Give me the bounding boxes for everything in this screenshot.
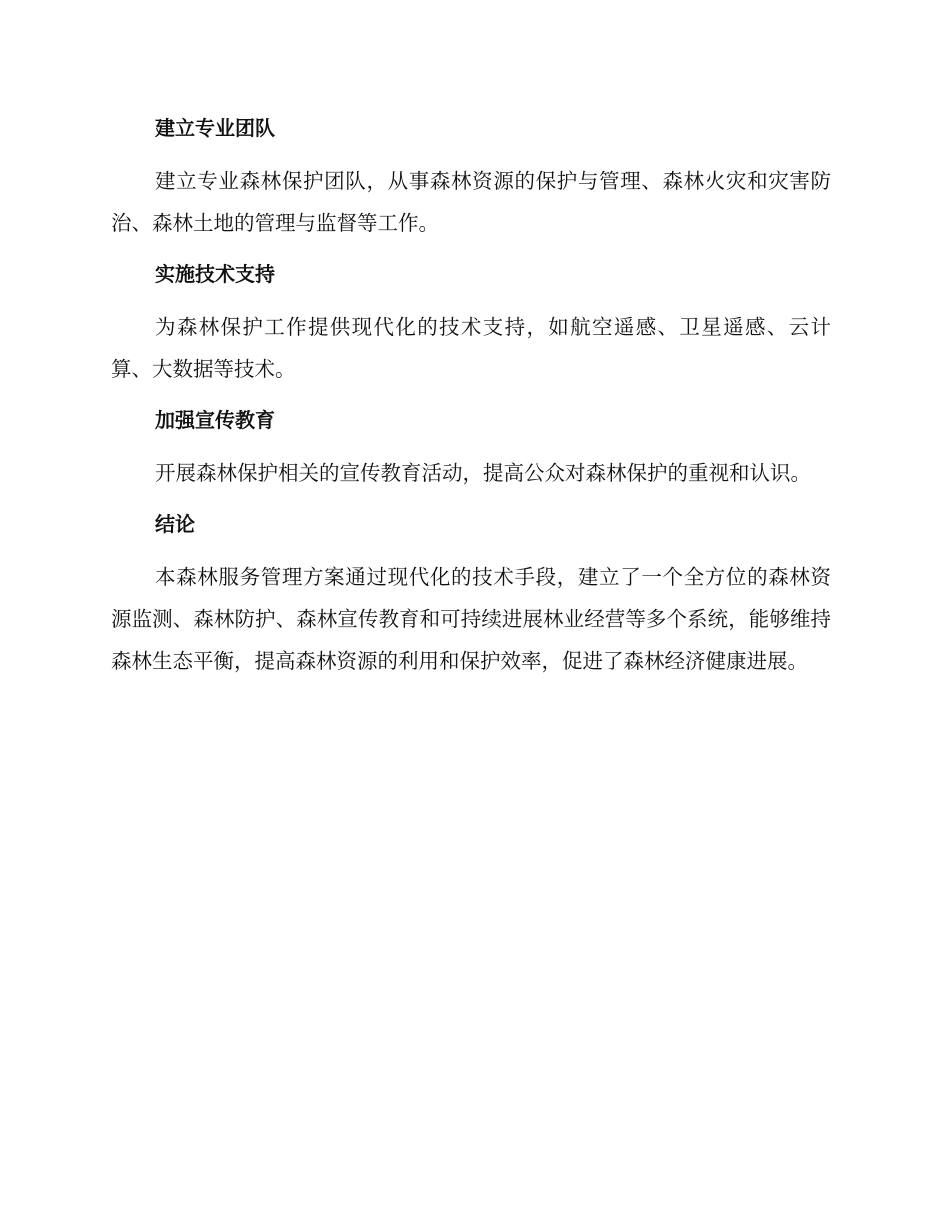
section-conclusion — [111, 506, 831, 682]
section-tech-support — [111, 256, 831, 390]
section-heading: 结论 — [155, 512, 195, 536]
section-paragraph: 建立专业森林保护团队，从事森林资源的保护与管理、森林火灾和灾害防治、森林土地的管理与监督等工作。 — [111, 169, 831, 235]
section-paragraph: 本森林服务管理方案通过现代化的技术手段，建立了一个全方位的森林资源监测、森林防护、森林宣传教育和可持续进展林业经营等多个系统，能够维持森林生态平衡，提高森林资源的利用和保护效率，促进了森林经济健康进展。 — [111, 565, 831, 673]
section-heading: 实施技术支持 — [155, 262, 275, 286]
section-heading: 加强宣传教育 — [155, 408, 275, 432]
section-publicity — [111, 402, 831, 494]
section-heading: 建立专业团队 — [155, 116, 275, 140]
section-team — [111, 110, 831, 244]
section-paragraph: 开展森林保护相关的宣传教育活动，提高公众对森林保护的重视和认识。 — [155, 461, 811, 485]
document-page — [111, 110, 831, 694]
section-paragraph: 为森林保护工作提供现代化的技术支持，如航空遥感、卫星遥感、云计算、大数据等技术。 — [111, 315, 831, 381]
